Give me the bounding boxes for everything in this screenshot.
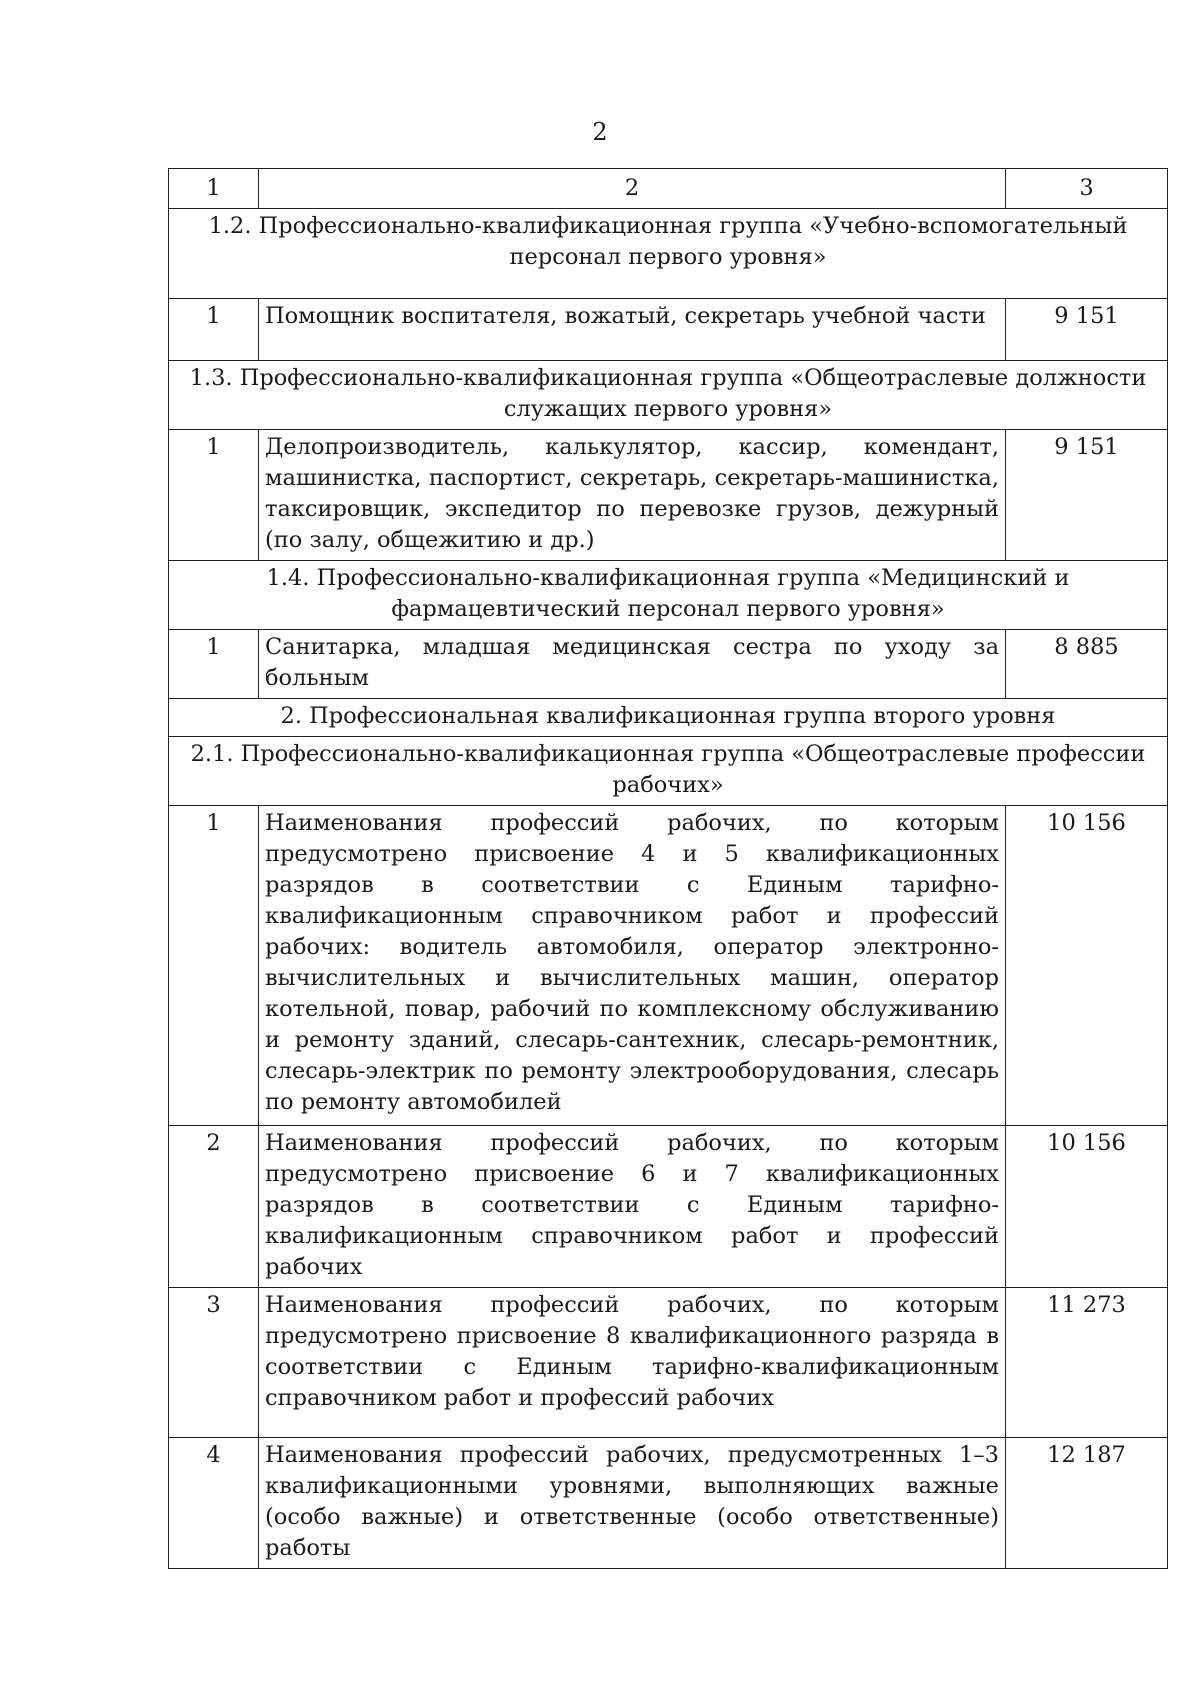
- salary-value: 10 156: [1006, 806, 1168, 1126]
- salary-value: 12 187: [1006, 1438, 1168, 1569]
- section-row: [169, 361, 1168, 430]
- table-row: [169, 1126, 1168, 1288]
- column-number: 1: [169, 169, 259, 209]
- section-row: [169, 737, 1168, 806]
- section-row: [169, 209, 1168, 299]
- row-number: 1: [169, 630, 259, 699]
- salary-value: 9 151: [1006, 299, 1168, 361]
- position-description: Санитарка, младшая медицинская сестра по уходу за больным: [259, 630, 1006, 699]
- row-number: 1: [169, 430, 259, 561]
- table-row: [169, 1438, 1168, 1569]
- salary-table: [168, 168, 1168, 1569]
- section-heading: 1.4. Профессионально-квалификационная группа «Медицинский и фармацевтический персонал первого уровня»: [169, 561, 1168, 630]
- salary-value: 9 151: [1006, 430, 1168, 561]
- table-row: [169, 1288, 1168, 1438]
- table-row: [169, 630, 1168, 699]
- position-description: Наименования профессий рабочих, по которым предусмотрено присвоение 4 и 5 квалификационных разрядов в соответствии с Единым тарифно-квалификационным справочником работ и профессий рабочих: водитель автомобиля, оператор электронно-вычислительных и вычислительных машин, оператор котельной, повар, рабочий по комплексному обслуживанию и ремонту зданий, слесарь-сантехник, слесарь-ремонтник, слесарь-электрик по ремонту электрооборудования, слесарь по ремонту автомобилей: [259, 806, 1006, 1126]
- table-row: [169, 806, 1168, 1126]
- table-row: [169, 430, 1168, 561]
- column-number: 2: [259, 169, 1006, 209]
- page-number: 2: [592, 118, 608, 146]
- section-heading: 1.3. Профессионально-квалификационная группа «Общеотраслевые должности служащих первого уровня»: [169, 361, 1168, 430]
- salary-value: 11 273: [1006, 1288, 1168, 1438]
- row-number: 2: [169, 1126, 259, 1288]
- row-number: 3: [169, 1288, 259, 1438]
- column-number: 3: [1006, 169, 1168, 209]
- section-heading: 1.2. Профессионально-квалификационная группа «Учебно-вспомогательный персонал первого уровня»: [169, 209, 1168, 299]
- section-row: [169, 561, 1168, 630]
- position-description: Делопроизводитель, калькулятор, кассир, комендант, машинистка, паспортист, секретарь, секретарь-машинистка, таксировщик, экспедитор по перевозке грузов, дежурный (по залу, общежитию и др.): [259, 430, 1006, 561]
- column-number-row: [169, 169, 1168, 209]
- row-number: 4: [169, 1438, 259, 1569]
- salary-value: 8 885: [1006, 630, 1168, 699]
- position-description: Помощник воспитателя, вожатый, секретарь учебной части: [259, 299, 1006, 361]
- section-row: [169, 699, 1168, 737]
- section-heading: 2.1. Профессионально-квалификационная группа «Общеотраслевые профессии рабочих»: [169, 737, 1168, 806]
- position-description: Наименования профессий рабочих, по которым предусмотрено присвоение 8 квалификационного разряда в соответствии с Единым тарифно-квалификационным справочником работ и профессий рабочих: [259, 1288, 1006, 1438]
- position-description: Наименования профессий рабочих, по которым предусмотрено присвоение 6 и 7 квалификационных разрядов в соответствии с Единым тарифно-квалификационным справочником работ и профессий рабочих: [259, 1126, 1006, 1288]
- row-number: 1: [169, 806, 259, 1126]
- table-row: [169, 299, 1168, 361]
- position-description: Наименования профессий рабочих, предусмотренных 1–3 квалификационными уровнями, выполняющих важные (особо важные) и ответственные (особо ответственные) работы: [259, 1438, 1006, 1569]
- salary-value: 10 156: [1006, 1126, 1168, 1288]
- row-number: 1: [169, 299, 259, 361]
- section-heading: 2. Профессиональная квалификационная группа второго уровня: [169, 699, 1168, 737]
